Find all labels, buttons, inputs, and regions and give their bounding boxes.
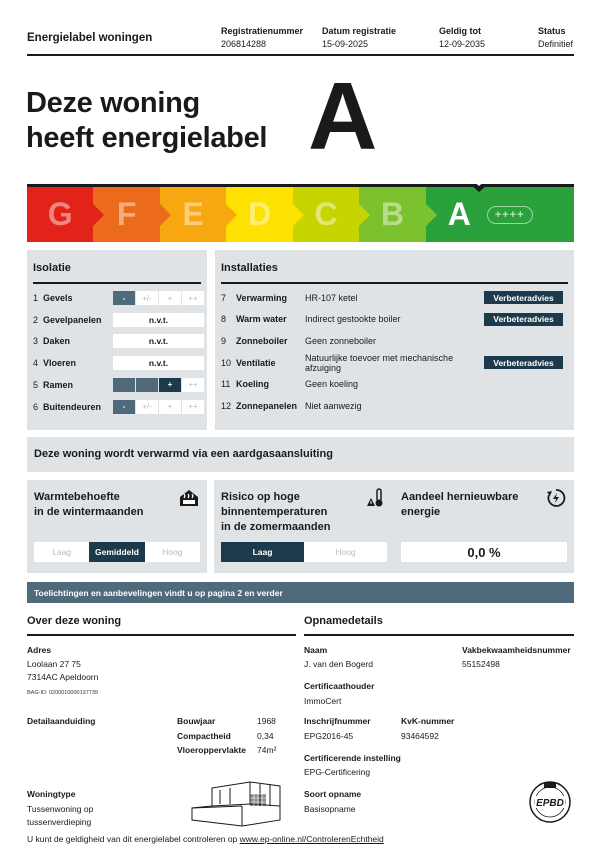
opname-title: Opnamedetails <box>304 615 383 627</box>
isolatie-panel <box>27 250 207 430</box>
energy-class-letter: D <box>248 196 272 232</box>
row-number: 9 <box>221 335 227 346</box>
energy-class-letter: F <box>116 196 137 232</box>
divider <box>27 634 296 636</box>
bouwjaar-label: Bouwjaar <box>177 716 216 726</box>
headline-line-2: heeft energielabel <box>26 122 268 154</box>
renewable-energy-icon <box>546 488 566 508</box>
vloeroppervlakte-label: Vloeroppervlakte <box>177 745 246 755</box>
row-name: Koeling <box>236 379 269 390</box>
rating-cell: - <box>113 400 135 414</box>
verbeteradvies-button[interactable]: Verbeteradvies <box>484 291 563 304</box>
scale-option: Laag <box>34 542 89 562</box>
warmtebehoefte-box <box>27 480 207 573</box>
class-arrow <box>426 204 437 226</box>
thermometer-warning-icon <box>366 488 386 508</box>
installatie-row <box>221 399 563 414</box>
row-name: Buitendeuren <box>43 401 102 412</box>
vakbekwaamheid-label: Vakbekwaamheidsnummer <box>462 645 571 655</box>
row-number: 3 <box>33 336 39 347</box>
instelling-value: EPG-Certificering <box>304 767 371 777</box>
registration-number-label: Registratienummer <box>221 26 304 36</box>
vloeroppervlakte-value: 74m² <box>257 745 277 755</box>
rating-cell: ++ <box>182 378 204 392</box>
class-arrow <box>160 204 171 226</box>
not-applicable-value: n.v.t. <box>113 313 204 327</box>
risico-scale <box>221 542 387 562</box>
row-number: 11 <box>221 379 231 390</box>
risico-title-line-3: in de zomermaanden <box>221 521 331 533</box>
rating-cell: ++ <box>182 291 204 305</box>
energy-label-letter: A <box>308 63 378 170</box>
instelling-label: Certificerende instelling <box>304 753 401 763</box>
bag-id: BAG-ID: 0200010000137739 <box>27 690 98 696</box>
adres-label: Adres <box>27 645 52 655</box>
row-name: Gevels <box>43 293 73 303</box>
class-arrow <box>93 204 104 226</box>
hernieuwbaar-value: 0,0 % <box>401 542 567 562</box>
woningtype-line-1: Tussenwoning op <box>27 804 94 814</box>
registration-date-label: Datum registratie <box>322 26 397 36</box>
installaties-panel <box>215 250 574 430</box>
row-name: Gevelpanelen <box>43 314 102 325</box>
soort-opname-label: Soort opname <box>304 789 362 799</box>
row-number: 12 <box>221 401 232 411</box>
compactheid-value: 0,34 <box>257 731 274 741</box>
isolatie-row <box>33 313 102 327</box>
rating-scale <box>113 400 205 414</box>
active-class-pointer <box>470 184 488 192</box>
status-label: Status <box>538 26 566 36</box>
installatie-row <box>221 352 563 373</box>
energy-class-a <box>426 187 574 242</box>
class-arrow <box>226 204 237 226</box>
divider <box>33 282 201 284</box>
plus-indicator: ++++ <box>487 206 533 224</box>
rating-scale <box>113 378 205 392</box>
row-value: Niet aanwezig <box>305 401 362 411</box>
row-name: Ramen <box>43 379 74 390</box>
divider <box>304 634 574 636</box>
installatie-row <box>221 290 563 305</box>
warmtebehoefte-scale <box>34 542 200 562</box>
risico-title <box>221 490 330 535</box>
warmtebehoefte-title <box>34 490 143 520</box>
installatie-row <box>221 333 563 348</box>
installaties-title: Installaties <box>221 262 278 274</box>
scale-option: Gemiddeld <box>89 542 144 562</box>
class-arrow <box>359 204 370 226</box>
isolatie-title: Isolatie <box>33 262 71 274</box>
footer-text <box>27 834 384 844</box>
rating-cell: +/- <box>136 291 158 305</box>
compactheid-label: Compactheid <box>177 731 231 741</box>
woningtype-line-2: tussenverdieping <box>27 817 92 827</box>
recommendations-note: Toelichtingen en aanbevelingen vindt u op pagina 2 en verder <box>27 582 574 603</box>
row-value: Geen zonneboiler <box>305 335 377 346</box>
row-name: Vloeren <box>43 358 77 369</box>
energy-class-letter: A <box>447 196 471 232</box>
rating-cell: - <box>113 291 135 305</box>
not-applicable-value: n.v.t. <box>113 334 204 348</box>
headline-line-1: Deze woning <box>26 87 200 119</box>
class-arrow <box>293 204 304 226</box>
row-number: 4 <box>33 358 39 369</box>
rating-cell <box>113 378 135 392</box>
registration-number-value: 206814288 <box>221 39 267 49</box>
row-value: HR-107 ketel <box>305 292 358 303</box>
row-number: 8 <box>221 314 227 325</box>
inschrijfnummer-label: Inschrijfnummer <box>304 716 371 726</box>
isolatie-row <box>33 400 101 414</box>
adres-line-2: 7314AC Apeldoorn <box>27 672 99 682</box>
document-header <box>27 24 574 56</box>
verbeteradvies-button[interactable]: Verbeteradvies <box>484 313 563 326</box>
hernieuwbaar-title-line-1: Aandeel hernieuwbare <box>401 491 519 503</box>
energy-class-letter: B <box>380 196 405 232</box>
energy-class-letter: G <box>47 196 73 232</box>
woningtype-label: Woningtype <box>27 789 76 799</box>
isolatie-row <box>33 291 73 305</box>
isolatie-row <box>33 378 73 392</box>
vakbekwaamheid-value: 55152498 <box>462 659 500 669</box>
label-headline <box>26 86 267 156</box>
hernieuwbaar-box <box>394 480 574 573</box>
warmtebehoefte-title-line-1: Warmtebehoefte <box>34 491 120 503</box>
row-number: 5 <box>33 379 39 390</box>
risico-title-line-2: binnentemperaturen <box>221 506 328 518</box>
installatie-row <box>221 312 563 327</box>
energy-class-g <box>27 187 93 242</box>
heating-info: Deze woning wordt verwarmd via een aardgasaansluiting <box>27 437 574 472</box>
isolatie-row <box>33 356 76 370</box>
verbeteradvies-button[interactable]: Verbeteradvies <box>484 356 563 369</box>
status-value: Definitief <box>538 39 574 49</box>
hernieuwbaar-title-line-2: energie <box>401 506 441 518</box>
energy-scale-bar <box>27 184 574 242</box>
naam-value: J. van den Bogerd <box>304 659 373 669</box>
adres-line-1: Loolaan 27 75 <box>27 659 81 669</box>
rating-cell: ++ <box>182 400 204 414</box>
row-value: Natuurlijke toevoer met mechanische afzuiging <box>305 352 454 373</box>
risico-box <box>214 480 394 573</box>
energy-class-letter: C <box>314 196 338 232</box>
soort-opname-value: Basisopname <box>304 804 356 814</box>
valid-until <box>439 26 485 49</box>
building-diagram <box>190 780 290 828</box>
epbd-logo <box>528 780 572 824</box>
rating-cell <box>136 378 158 392</box>
energy-class-letter: E <box>182 196 204 232</box>
row-name: Zonneboiler <box>236 335 288 346</box>
registration-date-value: 15-09-2025 <box>322 39 369 49</box>
rating-cell: +/- <box>136 400 158 414</box>
row-number: 1 <box>33 293 39 303</box>
inschrijfnummer-value: EPG2016-45 <box>304 731 354 741</box>
row-number: 6 <box>33 401 39 412</box>
svg-text:EPBD: EPBD <box>536 798 564 809</box>
rating-scale <box>113 291 205 305</box>
scale-option: Hoog <box>304 542 387 562</box>
certificaathouder-value: ImmoCert <box>304 696 342 706</box>
valid-until-label: Geldig tot <box>439 26 481 36</box>
warmtebehoefte-title-line-2: in de wintermaanden <box>34 506 144 518</box>
hernieuwbaar-title <box>401 490 518 520</box>
status <box>538 26 573 49</box>
row-name: Ventilatie <box>236 357 276 368</box>
row-name: Zonnepanelen <box>236 401 298 411</box>
isolatie-row <box>33 334 70 348</box>
risico-title-line-1: Risico op hoge <box>221 491 300 503</box>
naam-label: Naam <box>304 645 328 655</box>
certificaathouder-label: Certificaathouder <box>304 681 375 691</box>
scale-option: Laag <box>221 542 304 562</box>
kvk-value: 93464592 <box>401 731 439 741</box>
scale-option: Hoog <box>145 542 200 562</box>
rating-cell: + <box>159 378 181 392</box>
house-heat-icon <box>179 488 199 508</box>
row-number: 7 <box>221 292 227 303</box>
row-value: Geen koeling <box>305 379 359 390</box>
not-applicable-value: n.v.t. <box>113 356 204 370</box>
registration-date <box>322 26 396 49</box>
over-title: Over deze woning <box>27 615 122 627</box>
ep-online-link[interactable]: www.ep-online.nl/ControlerenEchtheid <box>239 834 384 844</box>
rating-cell: + <box>159 291 181 305</box>
row-value: Indirect gestookte boiler <box>305 314 401 325</box>
detail-label: Detailaanduiding <box>27 716 96 726</box>
row-name: Daken <box>43 336 71 347</box>
kvk-label: KvK-nummer <box>401 716 455 726</box>
document-title: Energielabel woningen <box>27 32 153 44</box>
row-name: Warm water <box>236 314 287 325</box>
row-number: 2 <box>33 314 39 325</box>
rating-cell: + <box>159 400 181 414</box>
bouwjaar-value: 1968 <box>257 716 276 726</box>
row-name: Verwarming <box>236 292 288 303</box>
row-number: 10 <box>221 357 232 368</box>
valid-until-value: 12-09-2035 <box>439 39 486 49</box>
footer-text-label: U kunt de geldigheid van dit energielabel controleren op <box>27 834 240 844</box>
registration-number <box>221 26 303 49</box>
installatie-row <box>221 377 563 392</box>
divider <box>221 282 568 284</box>
